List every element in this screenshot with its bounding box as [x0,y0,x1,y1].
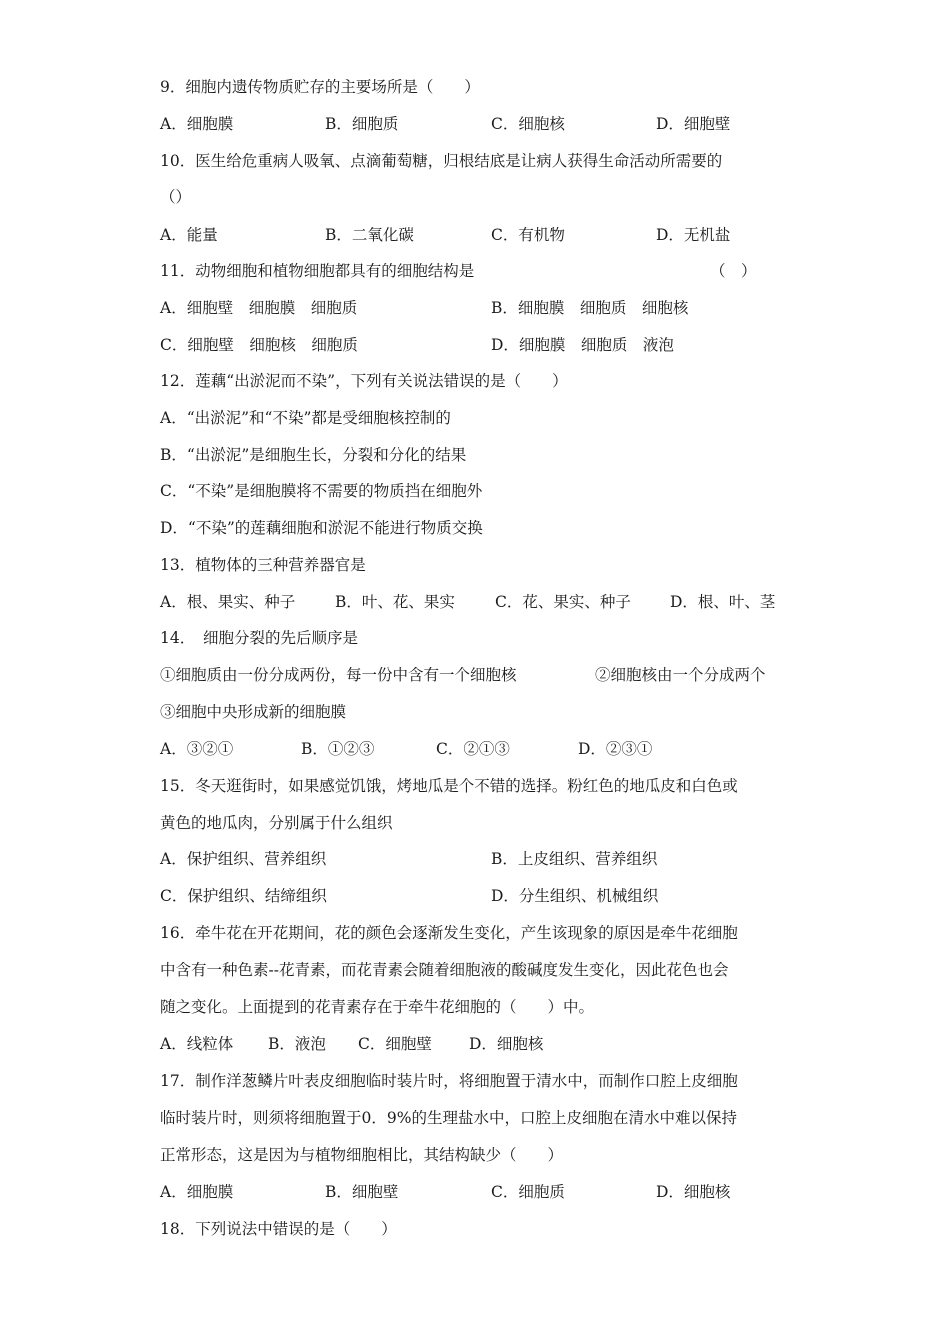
option-c: C．细胞核 [491,115,565,133]
option-a: A．细胞膜 [160,1183,234,1201]
question-17-stem-cont2: 正常形态，这是因为与植物细胞相比，其结构缺少（ ） [160,1146,564,1164]
option-d: D．细胞膜 细胞质 液泡 [491,336,674,354]
question-16-stem-cont1: 中含有一种色素--花青素，而花青素会随着细胞液的酸碱度发生变化，因此花色也会 [160,961,729,979]
option-b: B．二氧化碳 [325,226,414,244]
question-9-stem: 9．细胞内遗传物质贮存的主要场所是（ ） [160,78,480,96]
question-10-stem-cont: （） [160,188,192,206]
option-a: A．细胞膜 [160,115,234,133]
option-d: D．分生组织、机械组织 [491,887,659,905]
option-a: A．③②① [160,740,234,758]
question-11-stem [160,261,757,281]
option-b: B．叶、花、果实 [335,593,455,611]
option-a: A．根、果实、种子 [160,593,296,611]
option-c: C．有机物 [491,226,565,244]
option-c: C．花、果实、种子 [495,593,631,611]
option-b: B．上皮组织、营养组织 [491,850,658,868]
question-12-stem: 12．莲藕“出淤泥而不染”，下列有关说法错误的是（ ） [160,372,568,390]
option-d: D．细胞核 [656,1183,731,1201]
option-a: A．细胞壁 细胞膜 细胞质 [160,299,358,317]
option-c: C．细胞壁 细胞核 细胞质 [160,336,358,354]
option-c: C．细胞壁 [358,1035,432,1053]
option-d: D．根、叶、茎 [670,593,776,611]
option-d: D．无机盐 [656,226,731,244]
option-b: B．液泡 [268,1035,326,1053]
question-18-stem: 18．下列说法中错误的是（ ） [160,1220,397,1238]
option-d: D．②③① [578,740,653,758]
question-16-stem: 16．牵牛花在开花期间，花的颜色会逐渐发生变化，产生该现象的原因是牵牛花细胞 [160,924,738,942]
question-11-stem-text: 11．动物细胞和植物细胞都具有的细胞结构是 [160,262,475,280]
option-b: B．细胞壁 [325,1183,399,1201]
question-12-option-c: C．“不染”是细胞膜将不需要的物质挡在细胞外 [160,482,483,500]
question-17-stem: 17．制作洋葱鳞片叶表皮细胞临时装片时，将细胞置于清水中，而制作口腔上皮细胞 [160,1072,738,1090]
question-15-stem-cont: 黄色的地瓜肉，分别属于什么组织 [160,814,393,832]
question-12-option-a: A．“出淤泥”和“不染”都是受细胞核控制的 [160,409,451,427]
option-b: B．①②③ [301,740,375,758]
item-2: ②细胞核由一个分成两个 [595,666,766,684]
option-a: A．能量 [160,226,218,244]
question-16-stem-cont2: 随之变化。上面提到的花青素存在于牵牛花细胞的（ ）中。 [160,998,595,1016]
option-b: B．细胞质 [325,115,399,133]
item-1: ①细胞质由一份分成两份，每一份中含有一个细胞核 [160,666,517,684]
question-12-option-b: B．“出淤泥”是细胞生长，分裂和分化的结果 [160,446,467,464]
question-10-stem: 10．医生给危重病人吸氧、点滴葡萄糖，归根结底是让病人获得生命活动所需要的 [160,152,723,170]
question-14-item-3: ③细胞中央形成新的细胞膜 [160,703,347,721]
option-a: A．保护组织、营养组织 [160,850,327,868]
option-b: B．细胞膜 细胞质 细胞核 [491,299,689,317]
question-14-stem: 14． 细胞分裂的先后顺序是 [160,629,358,647]
option-c: C．②①③ [436,740,510,758]
answer-paren: （ ） [710,262,757,280]
question-12-option-d: D．“不染”的莲藕细胞和淤泥不能进行物质交换 [160,519,483,537]
question-17-stem-cont1: 临时装片时，则须将细胞置于0．9%的生理盐水中，口腔上皮细胞在清水中难以保持 [160,1109,737,1127]
option-d: D．细胞核 [469,1035,544,1053]
option-d: D．细胞壁 [656,115,731,133]
option-c: C．保护组织、结缔组织 [160,887,327,905]
option-a: A．线粒体 [160,1035,234,1053]
option-c: C．细胞质 [491,1183,565,1201]
question-13-stem: 13．植物体的三种营养器官是 [160,556,366,574]
question-15-stem: 15．冬天逛街时，如果感觉饥饿，烤地瓜是个不错的选择。粉红色的地瓜皮和白色或 [160,777,738,795]
